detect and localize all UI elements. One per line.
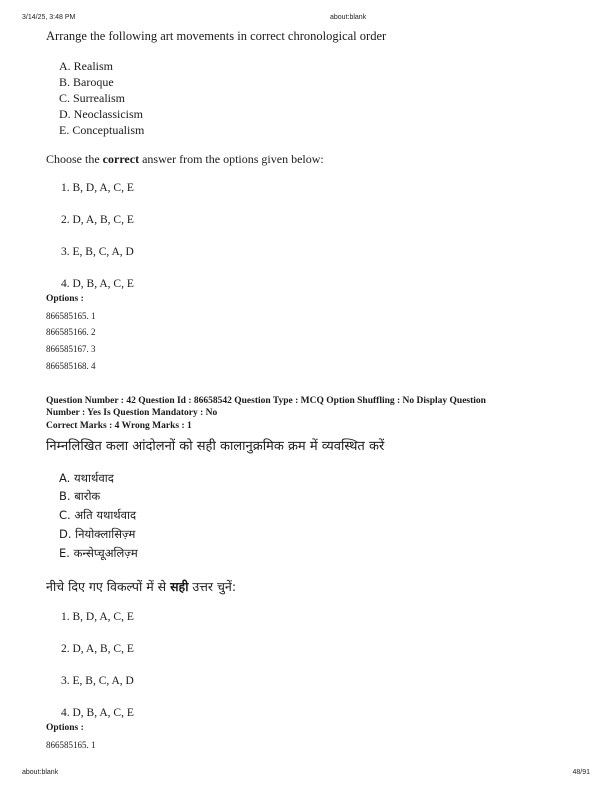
q1-instruction-prefix: Choose the [46,152,103,166]
q2-option: 4. D, B, A, C, E [61,707,134,719]
q1-item: E. Conceptualism [59,123,145,137]
q2-item: C. अति यथार्थवाद [59,508,137,522]
q1-options-label: Options : [46,294,84,304]
q2-instruction [46,578,236,595]
q1-instruction [46,152,324,167]
q1-option-id: 866585167. 3 [46,344,96,354]
q2-item: D. नियोक्लासिज़्म [59,527,136,541]
q1-item: A. Realism [59,59,113,73]
q2-option: 1. B, D, A, C, E [61,611,134,623]
q1-option-id: 866585165. 1 [46,311,96,321]
q2-instruction-bold: सही [170,579,189,594]
print-footer-url: about:blank [22,769,59,776]
q1-option: 2. D, A, B, C, E [61,214,134,226]
q2-option: 3. E, B, C, A, D [61,675,134,687]
q2-item: E. कन्सेप्चूअलिज़्म [59,546,138,560]
q1-question: Arrange the following art movements in correct chronological order [46,29,387,43]
q1-option-id: 866585168. 4 [46,361,96,371]
q2-meta-line2: Number : Yes Is Question Mandatory : No [46,408,218,418]
q2-item: B. बारोक [59,489,101,503]
q2-option-id: 866585165. 1 [46,740,96,750]
q2-options-label: Options : [46,723,84,733]
q2-marks: Correct Marks : 4 Wrong Marks : 1 [46,421,192,431]
q1-option: 4. D, B, A, C, E [61,278,134,290]
q1-option: 1. B, D, A, C, E [61,182,134,194]
print-datetime: 3/14/25, 3:48 PM [22,14,76,21]
q1-option: 3. E, B, C, A, D [61,246,134,258]
q1-instruction-bold: correct [102,152,140,166]
q1-instruction-suffix: answer from the options given below: [139,152,324,166]
q1-item: C. Surrealism [59,91,125,105]
q1-item: D. Neoclassicism [59,107,143,121]
q1-item: B. Baroque [59,75,114,89]
page-number: 48/91 [572,769,590,776]
q2-meta-line1: Question Number : 42 Question Id : 86658542 Question Type : MCQ Option Shuffling : No Display Question [46,396,486,406]
q1-option-id: 866585166. 2 [46,327,96,337]
print-header-url: about:blank [330,14,367,21]
q2-instruction-suffix: उत्तर चुनें: [188,579,237,594]
q2-question: निम्नलिखित कला आंदोलनों को सही कालानुक्रमिक क्रम में व्यवस्थित करें [46,439,385,454]
q2-option: 2. D, A, B, C, E [61,643,134,655]
q2-instruction-prefix: नीचे दिए गए विकल्पों में से [46,579,171,594]
q2-item: A. यथार्थवाद [59,471,114,485]
